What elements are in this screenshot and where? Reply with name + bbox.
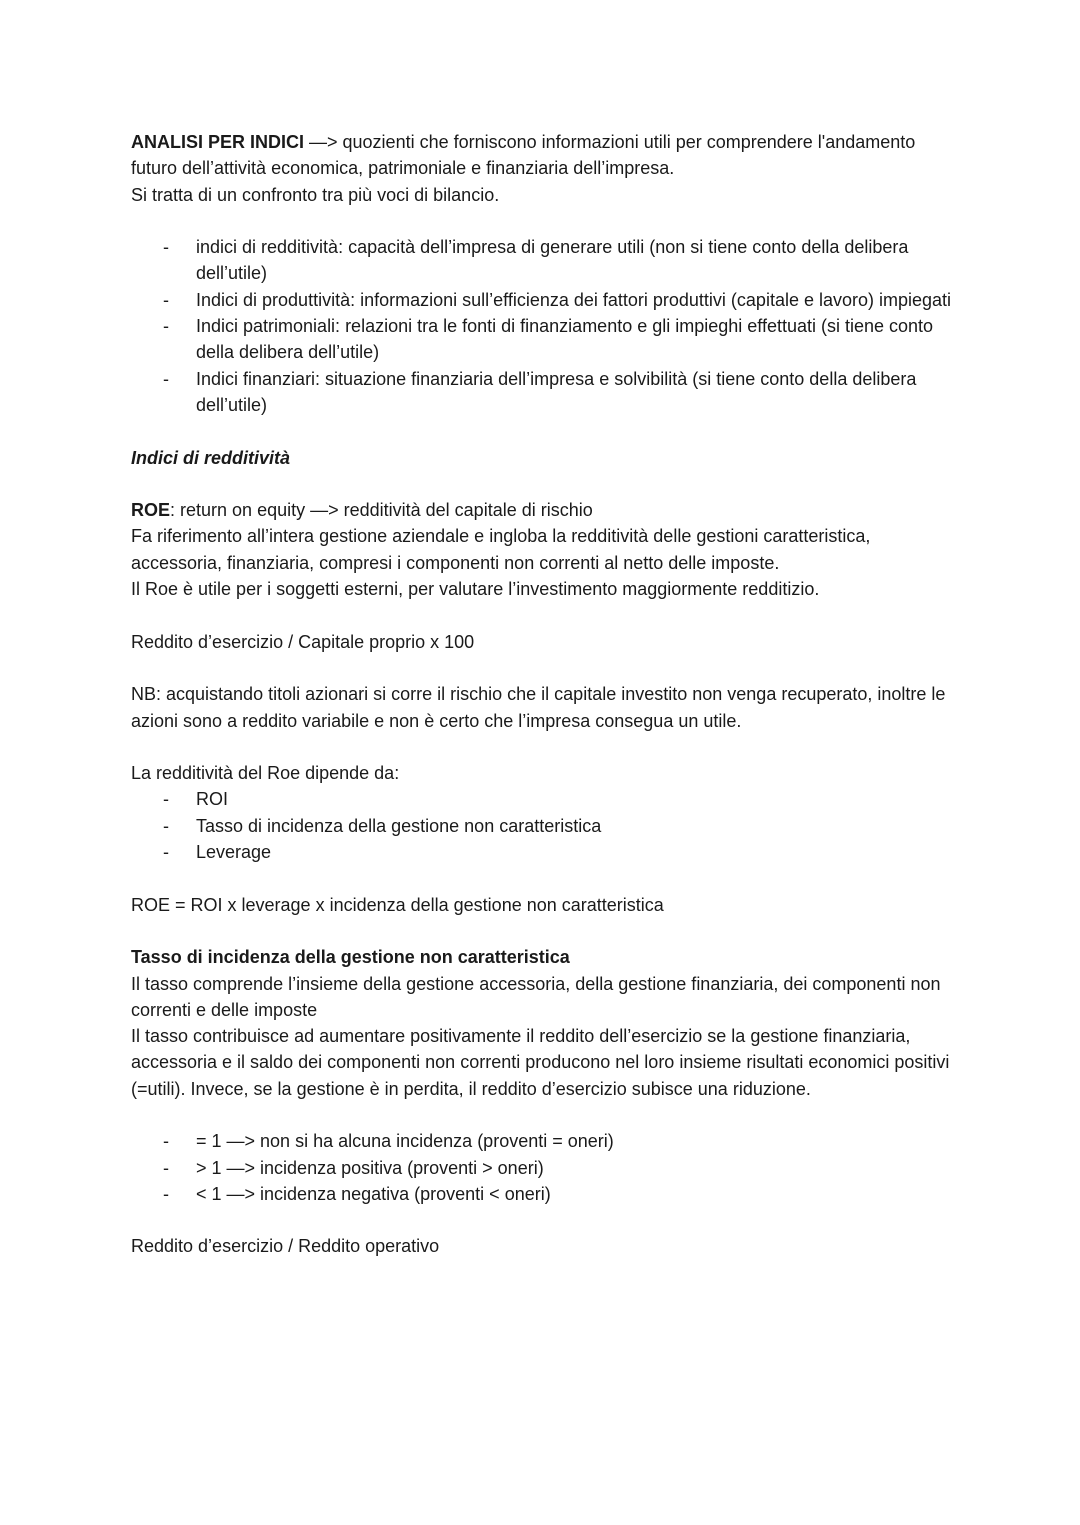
roe-equation: ROE = ROI x leverage x incidenza della gestione non caratteristica xyxy=(131,894,664,915)
list-item: - > 1 —> incidenza positiva (proventi > oneri) xyxy=(131,1155,961,1181)
tasso-description: Il tasso comprende l’insieme della gestione accessoria, della gestione finanziaria, dei componenti non correnti e delle imposte xyxy=(131,973,941,1020)
intro-title: ANALISI PER INDICI xyxy=(131,132,305,152)
tasso-title: Tasso di incidenza della gestione non caratteristica xyxy=(131,947,570,968)
roe-label: ROE xyxy=(131,500,171,521)
list-item: - ROI xyxy=(131,786,961,812)
list-item: - Indici finanziari: situazione finanziaria dell’impresa e solvibilità (si tiene conto della delibera dell’utile) xyxy=(131,366,961,419)
roe-label-rest: : return on equity —> redditività del capitale di rischio xyxy=(170,500,593,521)
intro-title-rest: —> quozienti che forniscono informazioni utili per comprendere l'andamento futuro dell’attività economica, patrimoniale e finanziaria dell’impresa. xyxy=(131,132,916,179)
index-types-list xyxy=(131,234,961,418)
intro-line-2: Si tratta di un confronto tra più voci di bilancio. xyxy=(131,184,500,205)
list-item: - = 1 —> non si ha alcuna incidenza (proventi = oneri) xyxy=(131,1128,961,1154)
list-item: - Indici patrimoniali: relazioni tra le fonti di finanziamento e gli impieghi effettuati (si tiene conto della delibera dell’utile) xyxy=(131,313,961,366)
list-item: - < 1 —> incidenza negativa (proventi < oneri) xyxy=(131,1181,961,1207)
tasso-cases-list xyxy=(131,1128,961,1207)
intro-paragraph xyxy=(131,129,961,182)
list-item: - indici di redditività: capacità dell’impresa di generare utili (non si tiene conto della delibera dell’utile) xyxy=(131,234,961,287)
list-item: - Leverage xyxy=(131,839,961,865)
tasso-heading xyxy=(131,944,961,970)
document-page xyxy=(131,129,961,1260)
roe-formula: Reddito d’esercizio / Capitale proprio x 100 xyxy=(131,631,475,652)
tasso-formula: Reddito d’esercizio / Reddito operativo xyxy=(131,1236,440,1257)
list-item: - Tasso di incidenza della gestione non caratteristica xyxy=(131,813,961,839)
roe-heading xyxy=(131,497,961,523)
section-heading-redditivita: Indici di redditività xyxy=(131,447,291,468)
roe-usefulness: Il Roe è utile per i soggetti esterni, per valutare l’investimento maggiormente redditizio. xyxy=(131,579,820,600)
roe-depends-list xyxy=(131,786,961,865)
roe-note: NB: acquistando titoli azionari si corre il rischio che il capitale investito non venga recuperato, inoltre le azioni sono a reddito variabile e non è certo che l’impresa consegua un utile. xyxy=(131,684,946,731)
list-item: - Indici di produttività: informazioni sull’efficienza dei fattori produttivi (capitale e lavoro) impiegati xyxy=(131,287,961,313)
tasso-effect: Il tasso contribuisce ad aumentare positivamente il reddito dell’esercizio se la gestione finanziaria, accessoria e il saldo dei componenti non correnti producono nel loro insieme risultati economici positivi (=utili). Invece, se la gestione è in perdita, il reddito d’esercizio subisce una riduzione. xyxy=(131,1026,950,1099)
roe-description: Fa riferimento all’intera gestione aziendale e ingloba la redditività delle gestioni caratteristica, accessoria, finanziaria, compresi i componenti non correnti al netto delle imposte. xyxy=(131,526,871,573)
roe-depends-intro: La redditività del Roe dipende da: xyxy=(131,763,400,784)
